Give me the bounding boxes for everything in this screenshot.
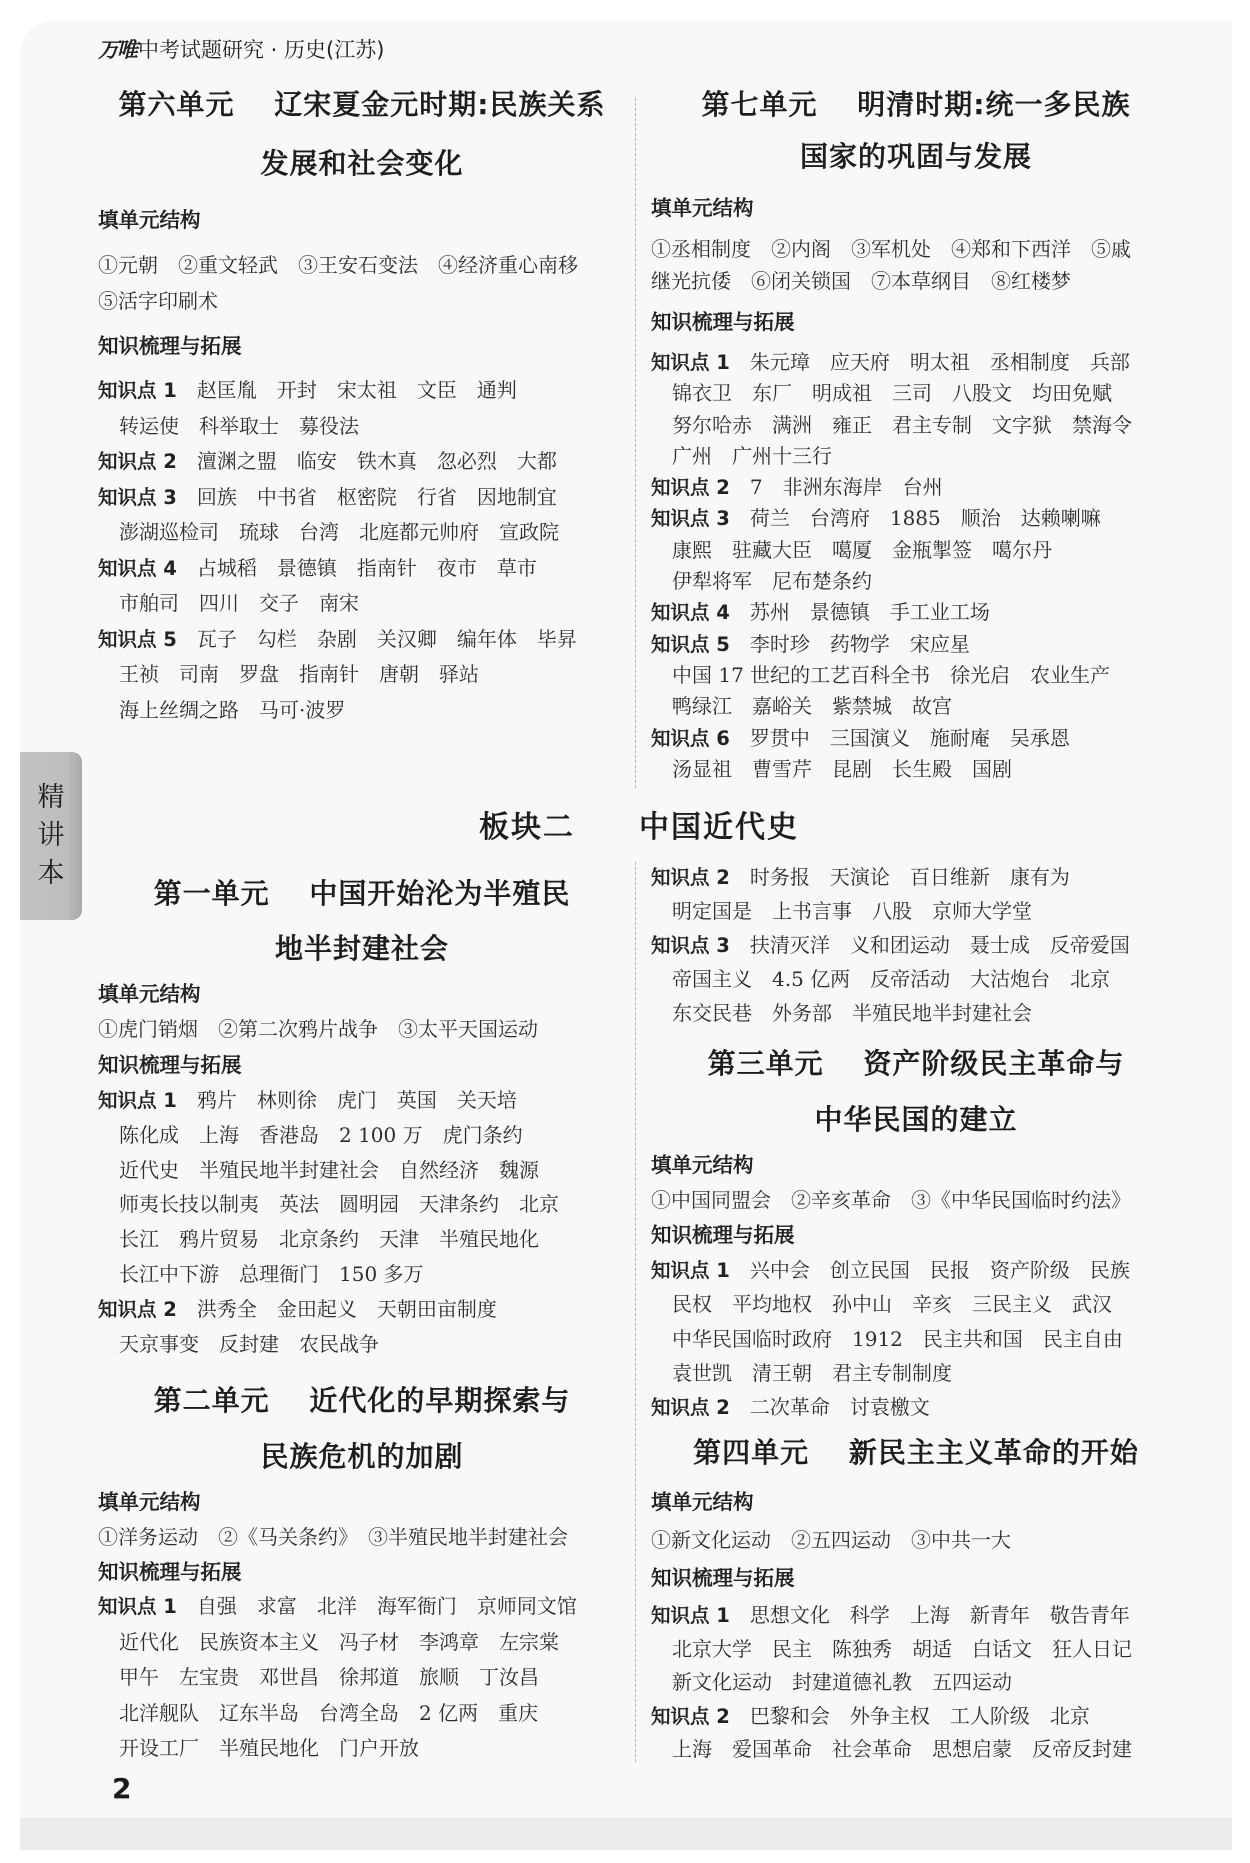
knowledge-point-line	[98, 1731, 626, 1767]
knowledge-point-line	[98, 693, 626, 729]
knowledge-point-line	[651, 472, 1181, 503]
knowledge-point-terms: 陈化成 上海 香港岛 2 100 万 虎门条约	[119, 1122, 523, 1147]
knowledge-point-line	[651, 347, 1181, 378]
knowledge-point-terms: 李时珍 药物学 宋应星	[749, 631, 970, 656]
knowledge-point-line	[651, 378, 1181, 409]
column-divider-bottom	[635, 862, 636, 1762]
knowledge-point-line	[651, 928, 1181, 962]
knowledge-point-terms: 东交民巷 外务部 半殖民地半封建社会	[672, 1001, 1032, 1025]
knowledge-point-line	[651, 503, 1181, 534]
unit-title-line: 第七单元 明清时期:统一多民族	[701, 88, 1131, 121]
knowledge-point-terms: 赵匡胤 开封 宋太祖 文臣 通判	[196, 378, 517, 402]
structure-answers: 继光抗倭 ⑥闭关锁国 ⑦本草纲目 ⑧红楼梦	[651, 269, 1071, 293]
knowledge-point-line	[98, 1118, 626, 1153]
structure-answers: ①虎门销烟 ②第二次鸦片战争 ③太平天国运动	[98, 1017, 538, 1041]
unit-title-line: 第四单元 新民主主义革命的开始	[693, 1436, 1139, 1469]
knowledge-point-terms: 帝国主义 4.5 亿两 反帝活动 大沽炮台 北京	[672, 967, 1111, 991]
knowledge-point-label: 知识点 2	[651, 866, 730, 889]
knowledge-point-terms: 北洋舰队 辽东半岛 台湾全岛 2 亿两 重庆	[119, 1700, 539, 1725]
section-unit3	[651, 1036, 1181, 1424]
knowledge-point-terms: 苏州 景德镇 手工业工场	[749, 600, 990, 625]
knowledge-point-terms: 二次革命 讨袁檄文	[749, 1395, 930, 1420]
knowledge-point-line	[651, 441, 1181, 472]
side-tab-char: 精	[37, 782, 65, 813]
knowledge-point-terms: 扶清灭洋 义和团运动 聂士成 反帝爱国	[749, 933, 1130, 957]
brand-logo: 万唯	[98, 38, 136, 62]
knowledge-point-terms: 瓦子 勾栏 杂剧 关汉卿 编年体 毕昇	[196, 626, 577, 651]
structure-answers: ①丞相制度 ②内阁 ③军机处 ④郑和下西洋 ⑤戚	[651, 237, 1131, 261]
knowledge-point-line	[98, 586, 626, 622]
knowledge-point-label: 知识点 3	[651, 934, 730, 957]
knowledge-point-line	[98, 373, 626, 409]
knowledge-point-label: 知识点 3	[98, 485, 177, 509]
knowledge-point-terms: 澶渊之盟 临安 铁木真 忽必烈 大都	[196, 449, 557, 473]
section-unit6	[98, 75, 626, 728]
unit-title-line: 第六单元 辽宋夏金元时期:民族关系	[118, 88, 606, 121]
knowledge-point-line	[651, 894, 1181, 928]
running-header	[98, 34, 384, 66]
page-number: 2	[112, 1772, 132, 1805]
knowledge-point-line	[651, 629, 1181, 660]
knowledge-point-terms: 海上丝绸之路 马可·波罗	[119, 697, 346, 722]
knowledge-point-terms: 市舶司 四川 交子 南宋	[119, 591, 359, 615]
knowledge-point-terms: 鸭绿江 嘉峪关 紫禁城 故宫	[672, 694, 952, 719]
knowledge-point-terms: 新文化运动 封建道德礼教 五四运动	[672, 1670, 1012, 1694]
knowledge-point-terms: 罗贯中 三国演义 施耐庵 吴承恩	[749, 725, 1070, 750]
structure-answers: ⑤活字印刷术	[98, 289, 218, 313]
knowledge-point-line	[651, 1356, 1181, 1390]
knowledge-point-terms: 自强 求富 北洋 海军衙门 京师同文馆	[196, 1594, 577, 1618]
structure-heading: 填单元结构	[651, 1490, 754, 1514]
side-tab-char: 本	[37, 858, 65, 889]
side-tab-char: 讲	[37, 820, 65, 851]
knowledge-point-line	[651, 962, 1181, 996]
knowledge-point-line	[98, 1083, 626, 1118]
knowledge-point-terms: 开设工厂 半殖民地化 门户开放	[119, 1736, 419, 1760]
knowledge-point-line	[98, 480, 626, 516]
knowledge-point-terms: 上海 爱国革命 社会革命 思想启蒙 反帝反封建	[672, 1737, 1132, 1761]
knowledge-point-line	[651, 410, 1181, 441]
knowledge-point-label: 知识点 2	[651, 476, 730, 500]
knowledge-point-terms: 占城稻 景德镇 指南针 夜市 草市	[196, 555, 537, 580]
unit-title-line: 发展和社会变化	[260, 147, 464, 180]
knowledge-point-line	[651, 1733, 1181, 1767]
knowledge-point-terms: 努尔哈赤 满洲 雍正 君主专制 文字狱 禁海令	[672, 412, 1132, 437]
knowledge-point-line	[651, 597, 1181, 628]
knowledge-point-label: 知识点 2	[98, 1297, 177, 1321]
knowledge-point-line	[651, 996, 1181, 1030]
knowledge-point-label: 知识点 4	[98, 556, 177, 580]
knowledge-point-line	[651, 1322, 1181, 1356]
knowledge-point-line	[98, 622, 626, 658]
knowledge-point-terms: 荷兰 台湾府 1885 顺治 达赖喇嘛	[749, 506, 1101, 531]
knowledge-point-line	[98, 515, 626, 551]
unit-title-line: 第二单元 近代化的早期探索与	[153, 1384, 571, 1417]
knowledge-point-label: 知识点 1	[651, 351, 730, 374]
unit-title-line: 第一单元 中国开始沦为半殖民	[153, 877, 571, 910]
header-title: 中考试题研究 · 历史(江苏)	[138, 38, 385, 62]
structure-answers: ①新文化运动 ②五四运动 ③中共一大	[651, 1528, 1011, 1552]
knowledge-point-label: 知识点 1	[98, 1595, 177, 1618]
knowledge-point-label: 知识点 2	[98, 450, 177, 473]
knowledge-point-terms: 民权 平均地权 孙中山 辛亥 三民主义 武汉	[672, 1292, 1112, 1317]
knowledge-point-line	[98, 1292, 626, 1327]
review-heading: 知识梳理与拓展	[651, 310, 795, 334]
section-unit7	[651, 79, 1181, 785]
knowledge-point-terms: 中华民国临时政府 1912 民主共和国 民主自由	[672, 1326, 1123, 1351]
knowledge-point-line	[651, 1390, 1181, 1424]
knowledge-point-line	[651, 723, 1181, 754]
knowledge-point-line	[651, 1253, 1181, 1287]
structure-answers: ①中国同盟会 ②辛亥革命 ③《中华民国临时约法》	[651, 1188, 1131, 1212]
page-bottom-edge	[20, 1818, 1232, 1850]
knowledge-point-line	[651, 1633, 1181, 1667]
knowledge-point-line	[98, 1327, 626, 1362]
knowledge-point-line	[651, 535, 1181, 566]
knowledge-point-line	[651, 860, 1181, 894]
knowledge-point-label: 知识点 5	[651, 632, 730, 656]
structure-heading: 填单元结构	[651, 1153, 754, 1177]
knowledge-point-label: 知识点 1	[651, 1259, 730, 1282]
knowledge-point-line	[98, 444, 626, 480]
knowledge-point-terms: 中国 17 世纪的工艺百科全书 徐光启 农业生产	[672, 662, 1111, 687]
column-divider-top	[635, 98, 636, 788]
structure-heading: 填单元结构	[98, 1490, 201, 1514]
knowledge-point-line	[98, 1187, 626, 1222]
unit-title-line: 第三单元 资产阶级民主革命与	[707, 1047, 1125, 1080]
knowledge-point-terms: 鸦片 林则徐 虎门 英国 关天培	[196, 1088, 517, 1112]
knowledge-point-terms: 长江中下游 总理衙门 150 多万	[119, 1261, 424, 1286]
knowledge-point-terms: 澎湖巡检司 琉球 台湾 北庭都元帅府 宣政院	[119, 520, 559, 544]
knowledge-point-terms: 师夷长技以制夷 英法 圆明园 天津条约 北京	[119, 1192, 559, 1217]
knowledge-point-terms: 王祯 司南 罗盘 指南针 唐朝 驿站	[119, 662, 479, 686]
knowledge-point-terms: 回族 中书省 枢密院 行省 因地制宜	[196, 484, 557, 509]
knowledge-point-terms: 朱元璋 应天府 明太祖 丞相制度 兵部	[749, 350, 1130, 374]
knowledge-point-terms: 长江 鸦片贸易 北京条约 天津 半殖民地化	[119, 1227, 539, 1252]
knowledge-point-line	[651, 754, 1181, 785]
block-title: 板块二 中国近代史	[479, 810, 799, 845]
structure-answers: ①洋务运动 ②《马关条约》 ③半殖民地半封建社会	[98, 1525, 568, 1549]
review-heading: 知识梳理与拓展	[651, 1566, 795, 1590]
knowledge-point-terms: 巴黎和会 外争主权 工人阶级 北京	[749, 1703, 1090, 1728]
side-tab-jingjiangben[interactable]	[20, 752, 82, 920]
knowledge-point-label: 知识点 1	[651, 1604, 730, 1627]
knowledge-point-line	[651, 1287, 1181, 1321]
knowledge-point-line	[98, 1625, 626, 1661]
knowledge-point-terms: 广州 广州十三行	[672, 443, 832, 468]
structure-heading: 填单元结构	[98, 982, 201, 1006]
knowledge-point-terms: 近代史 半殖民地半封建社会 自然经济 魏源	[119, 1157, 539, 1182]
section-unit2	[98, 1373, 626, 1767]
knowledge-point-terms: 甲午 左宝贵 邓世昌 徐邦道 旅顺 丁汝昌	[119, 1665, 539, 1689]
knowledge-point-line	[651, 660, 1181, 691]
unit-title-line: 国家的巩固与发展	[799, 140, 1032, 173]
knowledge-point-line	[651, 1700, 1181, 1734]
knowledge-point-terms: 洪秀全 金田起义 天朝田亩制度	[196, 1296, 497, 1321]
knowledge-point-line	[98, 1222, 626, 1257]
knowledge-point-line	[98, 657, 626, 693]
section-unit1-continued	[651, 860, 1181, 1030]
knowledge-point-line	[98, 1660, 626, 1696]
knowledge-point-terms: 7 非洲东海岸 台州	[749, 475, 943, 500]
knowledge-point-terms: 北京大学 民主 陈独秀 胡适 白话文 狂人日记	[672, 1636, 1132, 1661]
knowledge-point-line	[98, 1589, 626, 1625]
knowledge-point-line	[98, 409, 626, 445]
knowledge-point-line	[651, 566, 1181, 597]
knowledge-point-terms: 锦衣卫 东厂 明成祖 三司 八股文 均田免赋	[672, 381, 1112, 406]
knowledge-point-line	[98, 1153, 626, 1188]
knowledge-point-label: 知识点 1	[98, 379, 177, 402]
unit-title-line: 民族危机的加剧	[260, 1440, 464, 1473]
unit-title-line: 中华民国的建立	[814, 1103, 1018, 1136]
knowledge-point-label: 知识点 1	[98, 1089, 177, 1112]
section-unit1	[98, 866, 626, 1361]
knowledge-point-terms: 时务报 天演论 百日维新 康有为	[749, 865, 1070, 889]
review-heading: 知识梳理与拓展	[651, 1223, 795, 1247]
knowledge-point-terms: 兴中会 创立民国 民报 资产阶级 民族	[749, 1258, 1130, 1282]
knowledge-point-terms: 康熙 驻藏大臣 噶厦 金瓶掣签 噶尔丹	[672, 537, 1052, 562]
knowledge-point-terms: 袁世凯 清王朝 君主专制制度	[672, 1360, 952, 1385]
unit-title-line: 地半封建社会	[274, 932, 449, 965]
knowledge-point-terms: 近代化 民族资本主义 冯子材 李鸿章 左宗棠	[119, 1629, 559, 1654]
knowledge-point-label: 知识点 2	[651, 1396, 730, 1420]
knowledge-point-terms: 天京事变 反封建 农民战争	[119, 1331, 379, 1356]
knowledge-point-terms: 伊犁将军 尼布楚条约	[672, 569, 872, 594]
knowledge-point-terms: 转运使 科举取士 募役法	[119, 413, 359, 438]
knowledge-point-line	[98, 1696, 626, 1732]
knowledge-point-terms: 汤显祖 曹雪芹 昆剧 长生殿 国剧	[672, 756, 1012, 781]
knowledge-point-label: 知识点 2	[651, 1704, 730, 1728]
section-unit4	[651, 1425, 1181, 1767]
knowledge-point-line	[651, 1599, 1181, 1633]
knowledge-point-label: 知识点 6	[651, 726, 730, 750]
review-heading: 知识梳理与拓展	[98, 334, 242, 358]
review-heading: 知识梳理与拓展	[98, 1560, 242, 1584]
structure-heading: 填单元结构	[98, 208, 201, 232]
knowledge-point-line	[651, 1666, 1181, 1700]
structure-heading: 填单元结构	[651, 196, 754, 220]
knowledge-point-line	[98, 1257, 626, 1292]
knowledge-point-terms: 思想文化 科学 上海 新青年 敬告青年	[749, 1603, 1130, 1627]
knowledge-point-line	[98, 551, 626, 587]
knowledge-point-terms: 明定国是 上书言事 八股 京师大学堂	[672, 899, 1032, 923]
knowledge-point-line	[651, 691, 1181, 722]
knowledge-point-label: 知识点 5	[98, 627, 177, 651]
knowledge-point-label: 知识点 4	[651, 601, 730, 625]
knowledge-point-label: 知识点 3	[651, 507, 730, 531]
review-heading: 知识梳理与拓展	[98, 1053, 242, 1077]
structure-answers: ①元朝 ②重文轻武 ③王安石变法 ④经济重心南移	[98, 253, 578, 277]
